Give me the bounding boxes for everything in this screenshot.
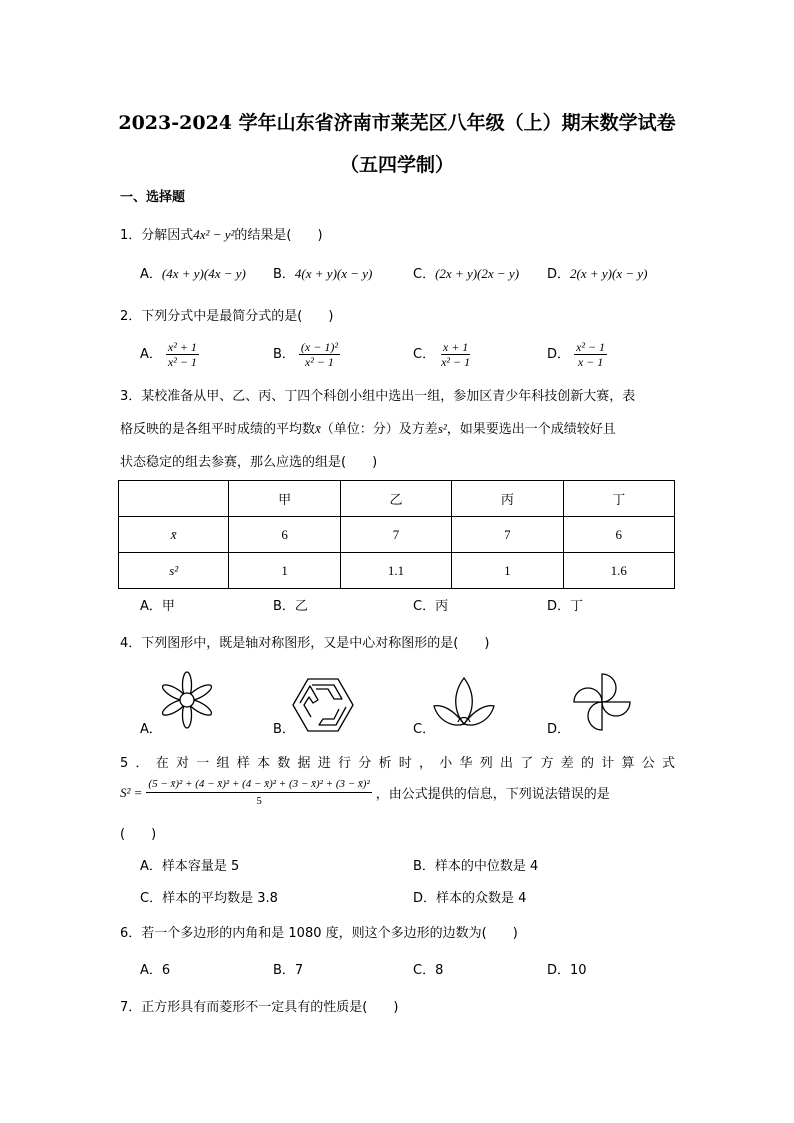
option-label: D． [547,599,571,614]
table-cell: 6 [229,517,340,553]
question-4-stem: 4．下列图形中，既是轴对称图形，又是中心对称图形的是( ) [120,636,490,651]
option-2b[interactable] [273,340,344,369]
option-label: D． [547,267,571,282]
mean-symbol: x̄ [315,421,321,436]
option-text: 样本的中位数是 4 [434,859,539,874]
option-text: 6 [161,963,171,978]
option-text: 7 [294,963,304,978]
flower-icon[interactable] [156,668,218,732]
question-1-prefix: 1．分解因式 [120,228,194,243]
lotus-icon[interactable] [432,676,496,732]
question-2-stem: 2．下列分式中是最简分式的是( ) [120,309,334,324]
table-row [119,553,675,589]
table-cell: s² [119,553,229,589]
table-cell: 1.6 [563,553,674,589]
option-text: (4x + y)(4x − y) [161,266,246,281]
option-1c[interactable] [413,263,519,282]
option-label: C． [413,963,436,978]
option-text: 2(x + y)(x − y) [570,266,648,281]
table-cell: 1 [229,553,340,589]
option-label: D． [547,347,571,362]
option-5b[interactable] [413,855,538,874]
option-2c[interactable] [413,340,476,369]
denominator: x² − 1 [167,355,197,369]
text-fragment: ，如果要选出一个成绩较好且 [446,422,616,437]
numerator: (x − 1)² [300,340,338,354]
numerator: x + 1 [442,340,469,354]
option-6a[interactable] [140,959,170,978]
table-header-cell: 丁 [563,481,674,517]
option-4a-label[interactable]: A． [140,722,162,737]
option-4c-label[interactable]: C． [413,722,436,737]
option-label: A． [140,859,162,874]
pinwheel-icon[interactable] [570,670,634,734]
option-label: B． [413,859,435,874]
numerator: (5 − x̄)² + (4 − x̄)² + (4 − x̄)² + (3 − x̄)² + (3 − x̄)² [146,776,371,793]
question-3-line-1: 3．某校准备从甲、乙、丙、丁四个科创小组中选出一组，参加区青少年科技创新大赛，表 [120,389,636,404]
option-text: 甲 [161,599,175,614]
numerator: x² − 1 [576,340,606,354]
text-fragment: 格反映的是各组平时成绩的平均数 [120,422,316,437]
text-fragment: （单位：分）及方差 [320,422,438,437]
fraction [574,340,607,369]
table-header-cell: 乙 [340,481,451,517]
option-label: B． [273,267,295,282]
question-1-stem [120,224,323,243]
option-text: 乙 [294,599,308,614]
option-label: B． [273,963,295,978]
option-label: C． [413,267,436,282]
numerator: x² + 1 [167,340,197,354]
question-1-expression: 4x² − y² [193,227,235,242]
page-subtitle: （五四学制） [339,154,454,176]
recycle-hexagon-icon[interactable] [292,676,354,734]
question-3-line-3: 状态稳定的组去参赛，那么应选的组是( ) [120,455,378,470]
option-label: B． [273,347,295,362]
question-5-line-2-tail: ，由公式提供的信息，下列说法错误的是 [375,787,610,802]
fraction [299,340,340,369]
option-text: 丁 [570,599,584,614]
option-text: 丙 [435,599,449,614]
table-cell: 7 [340,517,451,553]
table-cell: 7 [452,517,563,553]
option-label: C． [140,891,163,906]
formula-lhs: S² = [120,784,143,800]
denominator: 5 [256,795,262,807]
fraction [439,340,472,369]
question-3-line-2 [120,418,616,437]
option-label: C． [413,599,436,614]
table-header-cell [119,481,229,517]
variance-symbol: s² [437,421,447,436]
option-text: 4(x + y)(x − y) [294,266,373,281]
option-1b[interactable] [273,263,372,282]
option-1d[interactable] [547,263,647,282]
option-label: A． [140,599,162,614]
table-header-cell: 甲 [229,481,340,517]
option-label: A． [140,267,162,282]
option-text: 样本容量是 5 [161,859,240,874]
denominator: x − 1 [577,355,604,369]
option-label: B． [273,599,295,614]
option-4d-label[interactable]: D． [547,722,571,737]
option-3b[interactable] [273,595,308,614]
option-label: C． [413,347,436,362]
question-6-stem: 6．若一个多边形的内角和是 1080 度，则这个多边形的边数为( ) [120,926,518,941]
option-5c[interactable] [140,887,278,906]
option-5d[interactable] [413,887,526,906]
table-cell: 6 [563,517,674,553]
question-5-line-3: ( ) [120,827,157,842]
denominator: x² − 1 [441,355,471,369]
score-table [118,480,675,589]
option-text: 10 [570,963,587,978]
option-2d[interactable] [547,340,611,369]
option-3a[interactable] [140,595,175,614]
option-6b[interactable] [273,959,303,978]
question-5-line-1: 5．在对一组样本数据进行分析时，小华列出了方差的计算公式 [120,756,675,771]
table-cell: 1.1 [340,553,451,589]
section-heading: 一、选择题 [120,190,186,205]
option-2a[interactable] [140,340,203,369]
question-5-formula-line [120,776,680,809]
option-label: A． [140,347,162,362]
option-label: D． [413,891,437,906]
option-3c[interactable] [413,595,448,614]
option-label: A． [140,963,162,978]
option-text: 样本的众数是 4 [436,891,527,906]
table-row [119,517,675,553]
option-label: D． [547,963,571,978]
option-6c[interactable] [413,959,443,978]
option-text: 样本的平均数是 3.8 [162,891,278,906]
variance-formula [146,776,371,809]
question-1-suffix: 的结果是( ) [234,228,323,243]
option-text: (2x + y)(2x − y) [435,266,520,281]
page-title: 2023-2024 学年山东省济南市莱芜区八年级（上）期末数学试卷 [118,112,676,134]
option-1a[interactable] [140,263,246,282]
option-3d[interactable] [547,595,583,614]
option-4b-label[interactable]: B． [273,722,295,737]
table-header-cell: 丙 [452,481,563,517]
denominator: x² − 1 [304,355,334,369]
option-5a[interactable] [140,855,239,874]
table-header-row [119,481,675,517]
option-6d[interactable] [547,959,587,978]
table-cell: x̄ [119,517,229,553]
question-7-stem: 7．正方形具有而菱形不一定具有的性质是( ) [120,1000,399,1015]
table-cell: 1 [452,553,563,589]
option-text: 8 [435,963,444,978]
fraction [166,340,199,369]
